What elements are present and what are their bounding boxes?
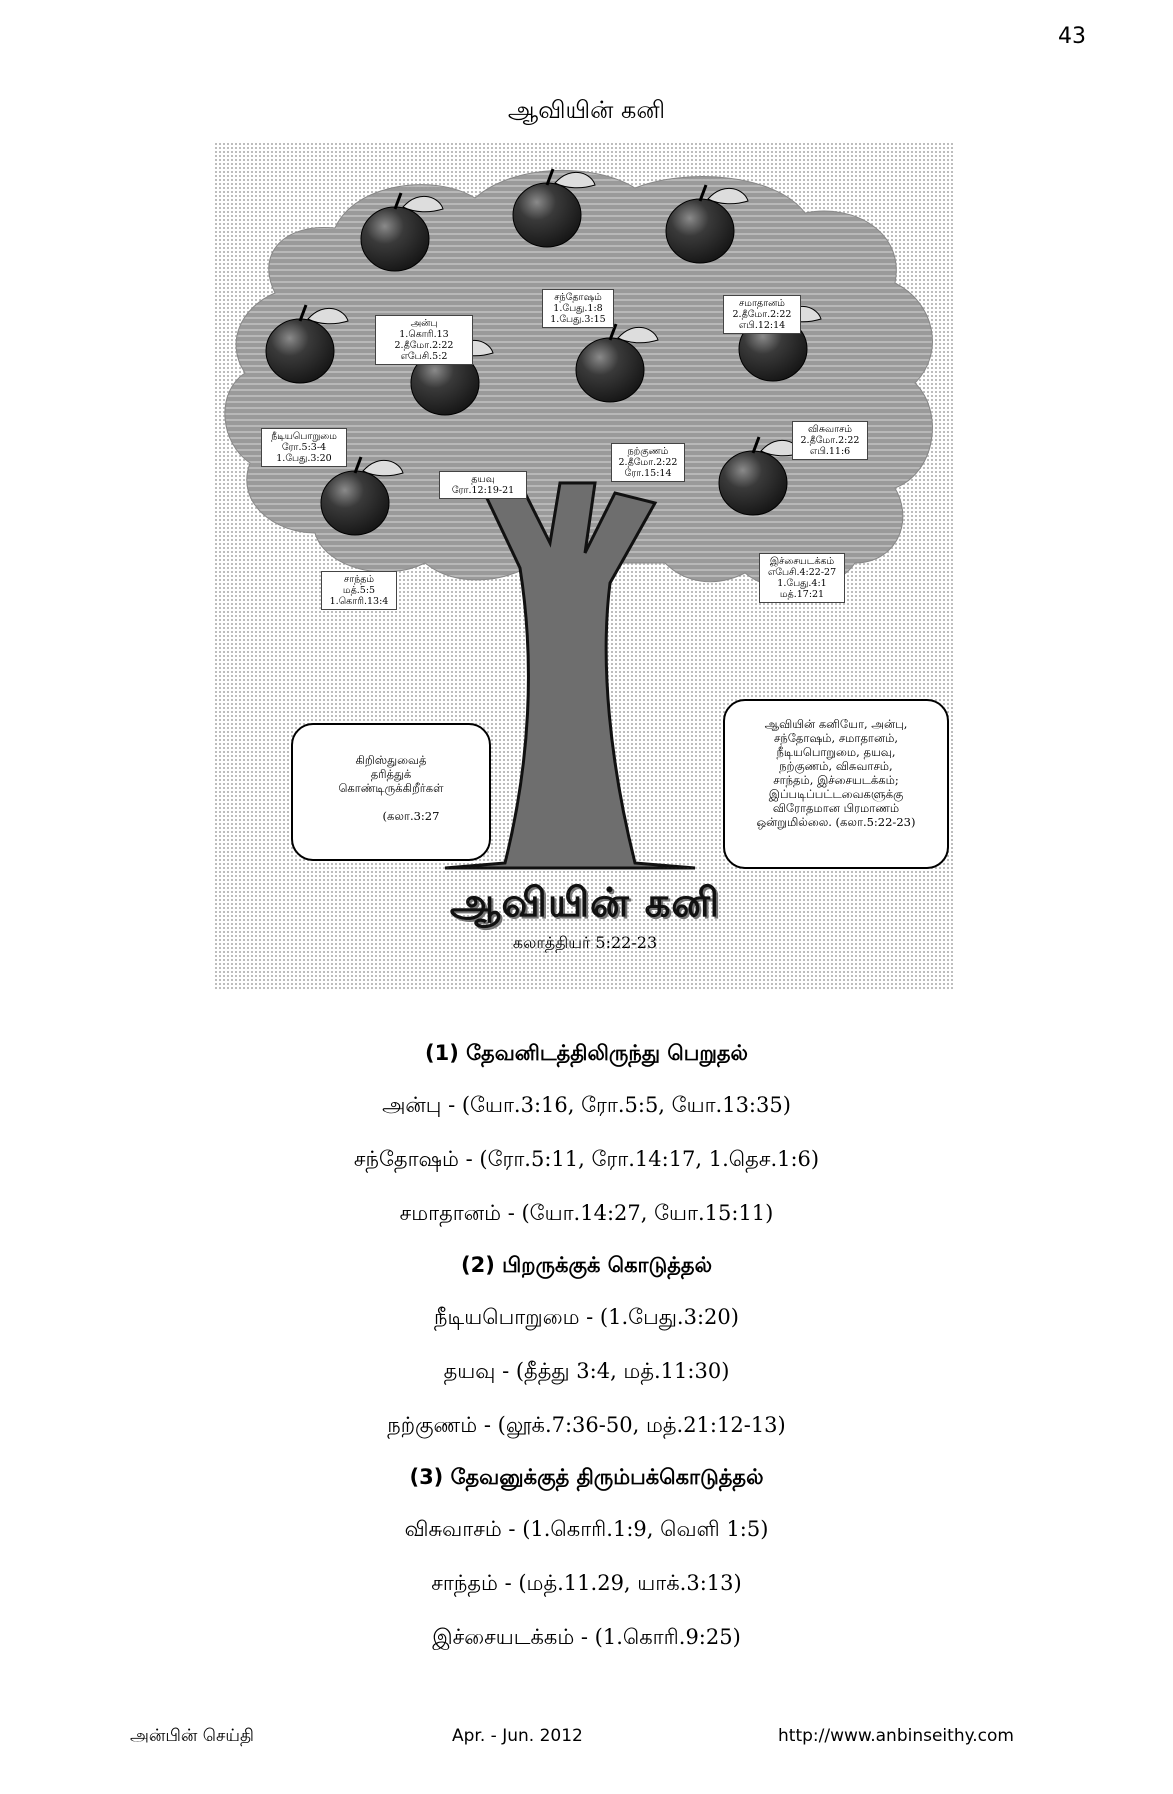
footer-issue-date: Apr. - Jun. 2012 <box>452 1726 583 1746</box>
section-1-line-2: சந்தோஷம் - (ரோ.5:11, ரோ.14:17, 1.தெச.1:6) <box>353 1147 820 1171</box>
section-2-line-1: நீடியபொறுமை - (1.பேது.3:20) <box>434 1305 739 1329</box>
page-number: 43 <box>1058 24 1086 49</box>
page-title: ஆவியின் கனி <box>507 96 666 124</box>
fruit-label-self-control: இச்சையடக்கம் எபேசி.4:22-27 1.பேது.4:1 மத்.17:21 <box>759 553 845 603</box>
callout-left <box>291 723 491 861</box>
fruit-tree-figure <box>215 143 955 991</box>
callout-right: ஆவியின் கனியோ, அன்பு, சந்தோஷம், சமாதானம், நீடியபொறுமை, தயவு, நற்குணம், விசுவாசம், சாந்தம், இச்சையடக்கம்; இப்படிப்பட்டவைகளுக்கு விரோதமான பிரமாணம் ஒன்றுமில்லை. (கலா.5:22-23) <box>723 699 949 869</box>
fruit-sections <box>0 1028 1173 1664</box>
section-3-line-1: விசுவாசம் - (1.கொரி.1:9, வெளி 1:5) <box>404 1517 769 1541</box>
fruit-label-faith: விசுவாசம் 2.தீமோ.2:22 எபி.11:6 <box>792 421 868 460</box>
section-heading-2: (2) பிறருக்குக் கொடுத்தல் <box>460 1253 713 1277</box>
section-3-line-3: இச்சையடக்கம் - (1.கொரி.9:25) <box>432 1625 741 1649</box>
section-1-line-1: அன்பு - (யோ.3:16, ரோ.5:5, யோ.13:35) <box>382 1093 791 1117</box>
callout-left-ref: (கலா.3:27 <box>382 809 440 823</box>
fruit-label-goodness: நற்குணம் 2.தீமோ.2:22 ரோ.15:14 <box>611 443 685 482</box>
fruit-label-peace: சமாதானம் 2.தீமோ.2:22 எபி.12:14 <box>723 295 801 334</box>
footer-website-link[interactable]: http://www.anbinseithy.com <box>778 1726 1014 1746</box>
callout-left-text: கிறிஸ்துவைத் தரித்துக் கொண்டிருக்கிறீர்கள் <box>338 753 444 795</box>
figure-title: ஆவியின் கனி <box>449 880 721 926</box>
section-3-line-2: சாந்தம் - (மத்.11.29, யாக்.3:13) <box>431 1571 742 1595</box>
section-1-line-3: சமாதானம் - (யோ.14:27, யோ.15:11) <box>399 1201 774 1225</box>
fruit-label-joy: சந்தோஷம் 1.பேது.1:8 1.பேது.3:15 <box>542 289 614 328</box>
fruit-label-kindness: தயவு ரோ.12:19-21 <box>439 471 527 499</box>
fruit-label-gentleness: சாந்தம் மத்.5:5 1.கொரி.13:4 <box>321 571 397 610</box>
section-heading-1: (1) தேவனிடத்திலிருந்து பெறுதல் <box>424 1041 748 1065</box>
section-2-line-3: நற்குணம் - (லூக்.7:36-50, மத்.21:12-13) <box>387 1413 786 1437</box>
footer-magazine-name: அன்பின் செய்தி <box>130 1726 254 1746</box>
figure-subtitle: கலாத்தியர் 5:22-23 <box>512 933 658 952</box>
fruit-label-patience: நீடியபொறுமை ரோ.5:3-4 1.பேது.3:20 <box>261 428 347 467</box>
fruit-label-love: அன்பு 1.கொரி.13 2.தீமோ.2:22 எபேசி.5:2 <box>375 315 473 365</box>
section-2-line-2: தயவு - (தீத்து 3:4, மத்.11:30) <box>443 1359 730 1383</box>
section-heading-3: (3) தேவனுக்குத் திரும்பக்கொடுத்தல் <box>409 1465 764 1489</box>
